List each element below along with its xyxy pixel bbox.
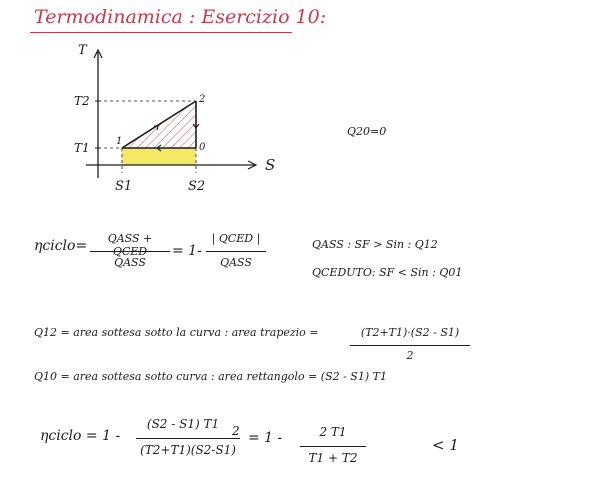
s1-label: S1 [115, 179, 133, 194]
eta-numerator-2: | QCED | [211, 232, 261, 245]
t1-label: T1 [74, 141, 90, 155]
q12-numerator: (T2+T1)·(S2 - S1) [360, 326, 460, 339]
final-lhs: ηciclo = 1 - [40, 428, 121, 444]
eta-numerator: QASS + QCED [107, 232, 153, 258]
final-equals: = 1 - [248, 430, 283, 446]
eta-equals: = 1- [172, 243, 202, 259]
q12-text: Q12 = area sottesa sotto la curva : area trapezio = [34, 326, 319, 339]
q20-note: Q20=0 [347, 125, 387, 138]
final-numerator-2: 2 T1 [319, 425, 347, 439]
final-numerator: (S2 - S1) T1 [146, 417, 220, 431]
eta-fraction-bar [90, 251, 170, 252]
final-fraction-bar-2 [300, 446, 366, 447]
final-denominator: (T2+T1)(S2-S1) [140, 443, 236, 457]
eta-symbol: ηciclo= [34, 238, 88, 254]
qass-condition: QASS : SF > Sin : Q12 [312, 238, 438, 251]
point-2-label: 2 [199, 94, 206, 105]
qced-condition: QCEDUTO: SF < Sin : Q01 [312, 266, 463, 279]
ts-diagram [60, 38, 290, 198]
eta-fraction-bar-2 [206, 251, 266, 252]
final-numerator-two: 2 [232, 424, 240, 438]
t2-label: T2 [74, 94, 90, 108]
page-title: Termodinamica : Esercizio 10: [34, 6, 327, 28]
title-underline [30, 32, 292, 33]
final-less-than-one: < 1 [432, 436, 459, 454]
point-1-label: 1 [116, 136, 123, 147]
rectangle-area [122, 148, 196, 165]
eta-denominator: QASS [114, 256, 146, 269]
s2-label: S2 [188, 179, 206, 194]
q10-text: Q10 = area sottesa sotto curva : area rettangolo = (S2 - S1) T1 [34, 370, 387, 383]
eta-denominator-2: QASS [220, 256, 252, 269]
final-denominator-2: T1 + T2 [308, 451, 358, 465]
q12-fraction-bar [350, 345, 470, 346]
axis-t-label: T [78, 43, 87, 58]
axis-s-label: S [265, 156, 276, 174]
point-0-label: 0 [199, 142, 206, 153]
q12-denominator: 2 [406, 349, 414, 362]
final-fraction-bar [136, 438, 240, 439]
